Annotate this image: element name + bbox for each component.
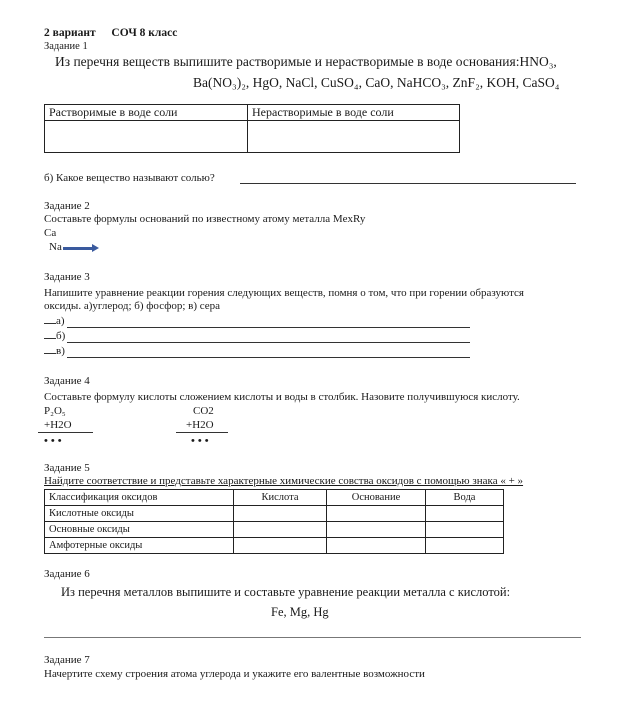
answer-c-line[interactable]: [67, 357, 470, 358]
table-row: [45, 506, 504, 522]
header-water: Вода: [426, 490, 504, 506]
cell-input[interactable]: [234, 506, 327, 522]
soluble-answer-cell[interactable]: [45, 121, 248, 153]
arrow-icon: [63, 247, 93, 250]
row-acidic-oxides: Кислотные оксиды: [45, 506, 234, 522]
task4-sum-line-1: [38, 432, 93, 433]
task5-text-content: Найдите соответствие и представьте характерные химические совства оксидов с помощью знака « + »: [44, 475, 524, 487]
task4-oxide-co2: CO2: [193, 405, 214, 417]
task1-answer-line[interactable]: [240, 183, 576, 184]
header-base: Основание: [327, 490, 426, 506]
task2-metal-ca: Ca: [44, 227, 57, 239]
answer-b-line[interactable]: [67, 342, 470, 343]
task1-label: Задание 1: [44, 41, 88, 52]
course-label: СОЧ 8 класс: [111, 27, 178, 39]
cell-input[interactable]: [327, 538, 426, 554]
task5-text: [44, 475, 523, 487]
answer-a-label: а): [56, 315, 65, 327]
task4-water-1: +H2O: [44, 419, 72, 431]
task2-text: Составьте формулы оснований по известному атому металла MexRy: [44, 213, 366, 225]
col-soluble-header: Растворимые в воде соли: [45, 105, 248, 121]
task6-answer-line[interactable]: [44, 637, 581, 638]
task3-line2: оксиды. а)углерод; б) фосфор; в) сера: [44, 300, 221, 312]
task4-sum-line-2: [176, 432, 228, 433]
header-acid: Кислота: [234, 490, 327, 506]
cell-input[interactable]: [234, 538, 327, 554]
cell-input[interactable]: [426, 538, 504, 554]
task4-text: Составьте формулу кислоты сложением кислоты и воды в столбик. Назовите получившуюся кислоту.: [44, 391, 520, 403]
insoluble-answer-cell[interactable]: [248, 121, 460, 153]
table-row: [45, 538, 504, 554]
task5-table: [44, 489, 504, 554]
task3-label: Задание 3: [44, 271, 90, 283]
cell-input[interactable]: [234, 522, 327, 538]
header-classification: Классификация оксидов: [45, 490, 234, 506]
table-row: [45, 490, 504, 506]
task2-label: Задание 2: [44, 200, 90, 212]
task1-line2: Ba(NO₃)₂, HgO, NaCl, CuSO₄, CaO, NaHCO₃, ZnF₂, KOH, CaSO₄: [193, 75, 560, 90]
task6-text: Из перечня металлов выпишите и составьте уравнение реакции металла с кислотой:: [61, 585, 511, 599]
answer-a-line[interactable]: [67, 327, 470, 328]
task4-oxide-p2o5: P₂O₅: [44, 405, 66, 417]
cell-input[interactable]: [426, 522, 504, 538]
task3-answer-c: [44, 345, 65, 357]
answer-c-label: в): [56, 345, 65, 357]
variant-label: 2 вариант: [44, 27, 96, 39]
task3-line1: Напишите уравнение реакции горения следующих веществ, помня о том, что при горении образуются: [44, 287, 524, 299]
task4-dots-1: •••: [44, 435, 65, 447]
task1-question-b: б) Какое вещество называют солью?: [44, 172, 215, 184]
task7-text: Начертите схему строения атома углерода и укажите его валентные возможности: [44, 668, 425, 680]
table-row: [45, 522, 504, 538]
row-amphoteric-oxides: Амфотерные оксиды: [45, 538, 234, 554]
task3-answer-a: [44, 315, 65, 327]
variant-title: [44, 27, 177, 39]
cell-input[interactable]: [327, 506, 426, 522]
task2-metal-na: Na: [49, 241, 62, 253]
task6-label: Задание 6: [44, 568, 90, 580]
task3-answer-b: [44, 330, 65, 342]
task5-label: Задание 5: [44, 462, 90, 474]
task1-line1: Из перечня веществ выпишите растворимые и нерастворимые в воде основания:HNO₃,: [55, 54, 557, 69]
task1-table: [44, 104, 460, 153]
answer-b-label: б): [56, 330, 66, 342]
task7-label: Задание 7: [44, 654, 90, 666]
row-basic-oxides: Основные оксиды: [45, 522, 234, 538]
task4-dots-2: •••: [191, 435, 212, 447]
col-insoluble-header: Нерастворимые в воде соли: [248, 105, 460, 121]
task4-water-2: +H2O: [186, 419, 214, 431]
task4-label: Задание 4: [44, 375, 90, 387]
task6-metals: Fe, Mg, Hg: [271, 605, 329, 619]
cell-input[interactable]: [327, 522, 426, 538]
cell-input[interactable]: [426, 506, 504, 522]
